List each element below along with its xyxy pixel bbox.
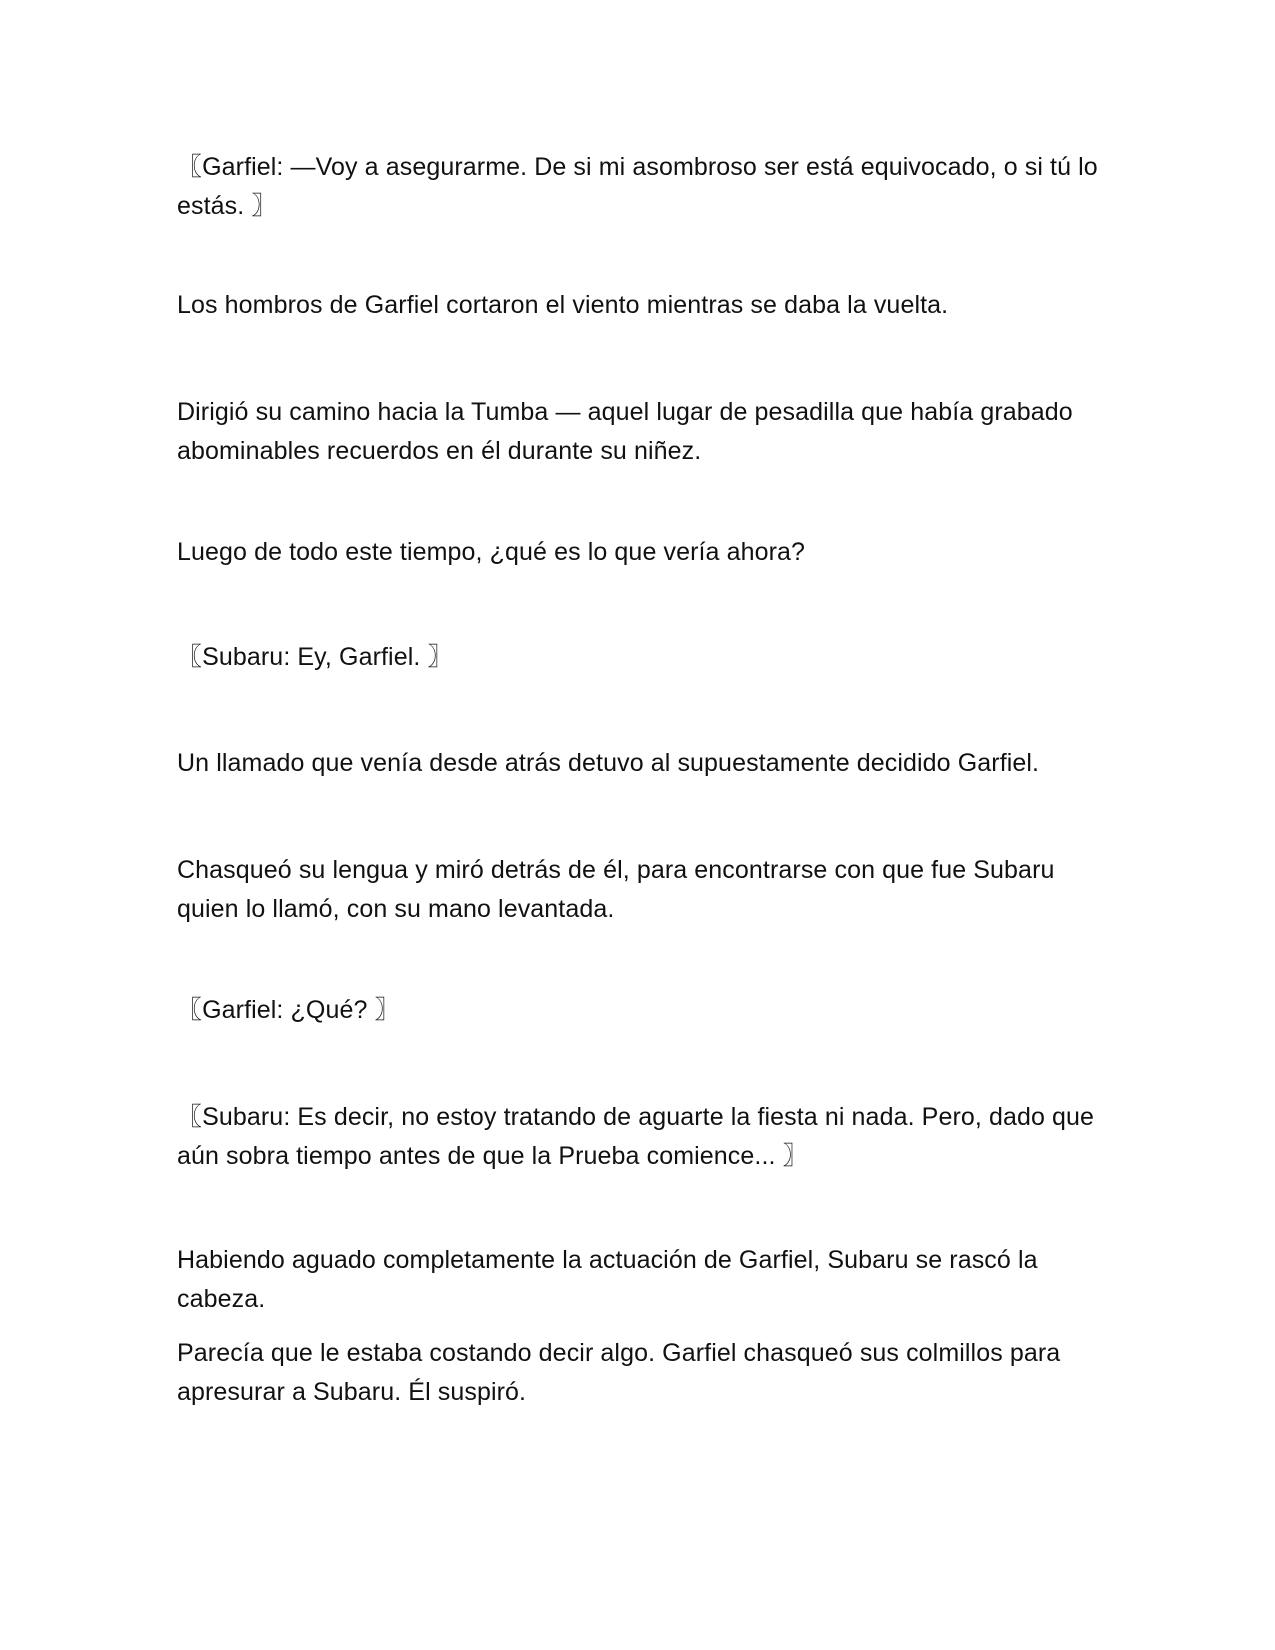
paragraph-dirigio-tumba: Dirigió su camino hacia la Tumba — aquel lugar de pesadilla que había grabado abominables recuerdos en él durante su niñez. xyxy=(177,398,1073,465)
paragraph-garfiel-que: 〖Garfiel: ¿Qué? 〗 xyxy=(177,996,400,1024)
paragraph-luego-tiempo: Luego de todo este tiempo, ¿qué es lo que vería ahora? xyxy=(177,538,806,566)
paragraph-habiendo-aguado: Habiendo aguado completamente la actuación de Garfiel, Subaru se rascó la cabeza. xyxy=(177,1246,1038,1313)
paragraph-garfiel-asegurarme: 〖Garfiel: —Voy a asegurarme. De si mi asombroso ser está equivocado, o si tú lo estás. 〗 xyxy=(177,153,1098,220)
paragraph-llamado-atras: Un llamado que venía desde atrás detuvo al supuestamente decidido Garfiel. xyxy=(177,749,1040,777)
paragraph-hombros-garfiel: Los hombros de Garfiel cortaron el viento mientras se daba la vuelta. xyxy=(177,291,949,319)
paragraph-parecia-costando: Parecía que le estaba costando decir algo. Garfiel chasqueó sus colmillos para apresurar a Subaru. Él suspiró. xyxy=(177,1339,1061,1406)
paragraph-subaru-es-decir: 〖Subaru: Es decir, no estoy tratando de aguarte la fiesta ni nada. Pero, dado que aún sobra tiempo antes de que la Prueba comience... 〗 xyxy=(177,1103,1095,1170)
paragraph-subaru-ey: 〖Subaru: Ey, Garfiel. 〗 xyxy=(177,643,453,671)
paragraph-chasqueo-lengua: Chasqueó su lengua y miró detrás de él, para encontrarse con que fue Subaru quien lo llamó, con su mano levantada. xyxy=(177,856,1055,923)
